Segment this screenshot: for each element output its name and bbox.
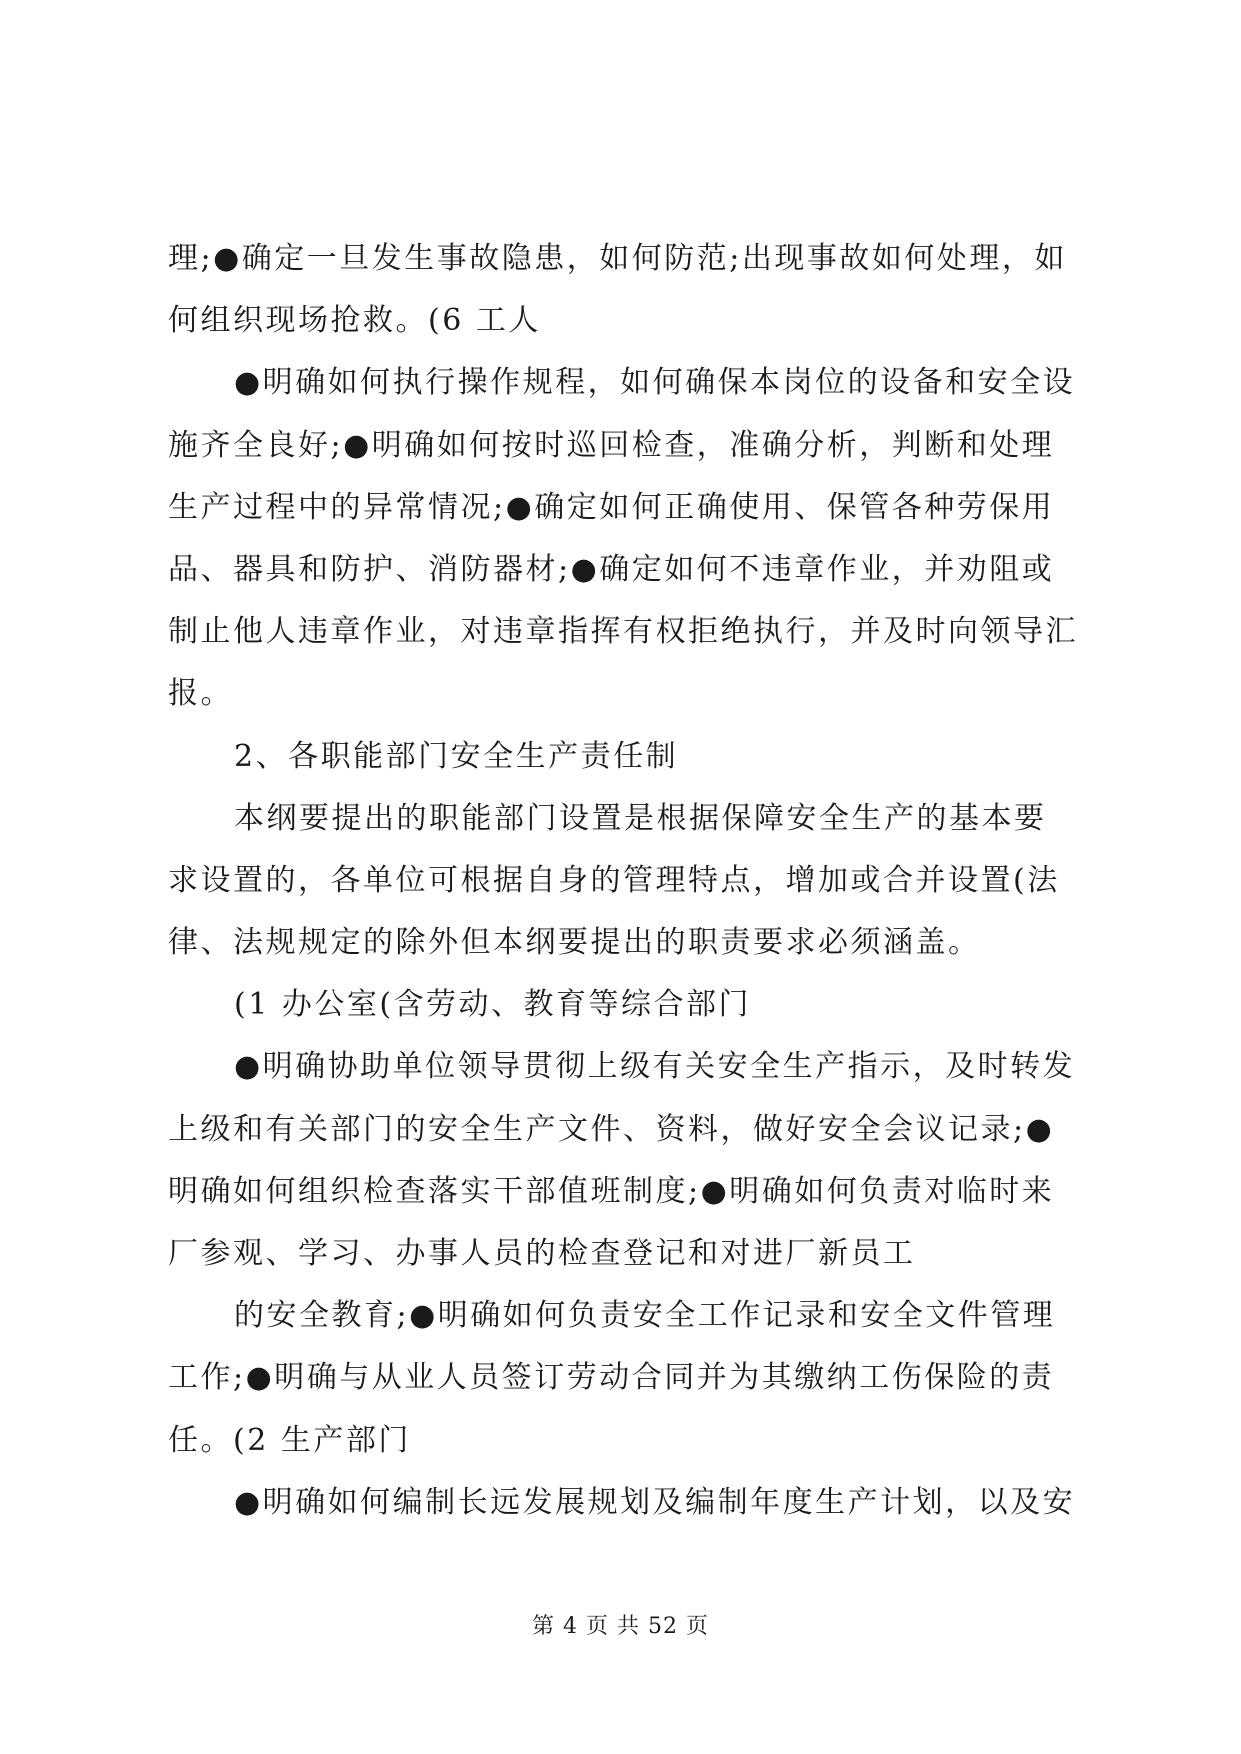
text-line: 生产过程中的异常情况;●确定如何正确使用、保管各种劳保用 (168, 489, 1055, 525)
text-line: 厂参观、学习、办事人员的检查登记和对进厂新员工 (168, 1236, 916, 1271)
document-body (168, 228, 1078, 1534)
text-line: 品、器具和防护、消防器材;●确定如何不违章作业，并劝阻或 (168, 551, 1055, 587)
text-line: 施齐全良好;●明确如何按时巡回检查，准确分析，判断和处理 (168, 427, 1055, 463)
page-footer: 第 4 页 共 52 页 (532, 1614, 709, 1639)
text-line: 求设置的，各单位可根据自身的管理特点，增加或合并设置(法 (168, 862, 1060, 898)
text-line: 2、各职能部门安全生产责任制 (234, 738, 679, 774)
text-line: ●明确如何编制长远发展规划及编制年度生产计划，以及安 (234, 1484, 1076, 1520)
text-line: 报。 (168, 676, 233, 712)
text-line: 工作;●明确与从业人员签订劳动合同并为其缴纳工伤保险的责 (168, 1360, 1055, 1396)
text-line: 的安全教育;●明确如何负责安全工作记录和安全文件管理 (234, 1298, 1056, 1334)
text-line: ●明确如何执行操作规程，如何确保本岗位的设备和安全设 (234, 365, 1076, 401)
text-line: 任。(2 生产部门 (168, 1422, 411, 1458)
text-line: 何组织现场抢救。(6 工人 (168, 303, 541, 339)
text-line: (1 办公室(含劳动、教育等综合部门 (234, 987, 752, 1023)
text-line: ●明确协助单位领导贯彻上级有关安全生产指示，及时转发 (234, 1049, 1076, 1085)
text-line: 律、法规规定的除外但本纲要提出的职责要求必须涵盖。 (168, 925, 981, 961)
text-line: 制止他人违章作业，对违章指挥有权拒绝执行，并及时向领导汇 (168, 614, 1078, 650)
text-line: 理;●确定一旦发生事故隐患，如何防范;出现事故如何处理，如 (168, 241, 1067, 276)
text-line: 明确如何组织检查落实干部值班制度;●明确如何负责对临时来 (168, 1173, 1055, 1209)
text-line: 本纲要提出的职能部门设置是根据保障安全生产的基本要 (234, 800, 1047, 836)
text-line: 上级和有关部门的安全生产文件、资料，做好安全会议记录;● (168, 1111, 1055, 1147)
